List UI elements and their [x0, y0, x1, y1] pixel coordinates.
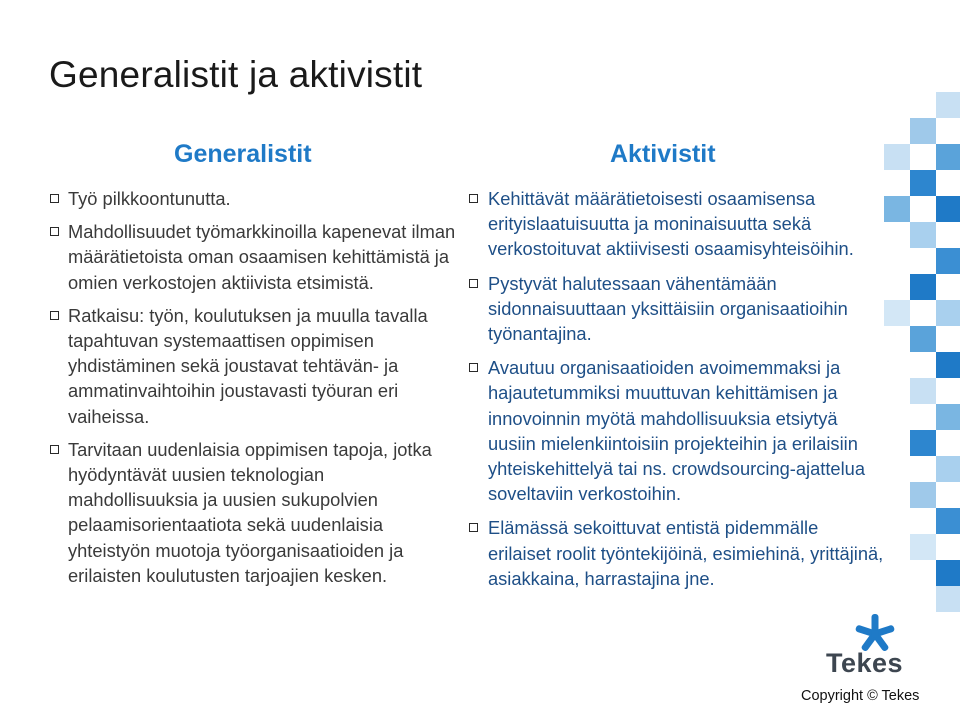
bullet-text: Ratkaisu: työn, koulutuksen ja muulla tavalla tapahtuvan systemaattisen oppimisen yhdistäminen sekä joustavat tehtävän- ja ammatinvaihtoihin joustavasti työuran eri vaiheissa.	[68, 304, 428, 427]
activists-heading: Aktivistit	[610, 140, 716, 168]
bullet-text: Kehittävät määrätietoisesti osaamisensa erityislaatuisuutta ja moninaisuutta sekä verkostoituvat aktiivisesti osaamisyhteisöihin.	[488, 188, 854, 260]
square-bullet-icon	[50, 227, 59, 236]
bullet-text: Elämässä sekoittuvat entistä pidemmälle erilaiset roolit työntekijöinä, esimiehinä, yrittäjinä, asiakkaina, harrastajina jne.	[488, 517, 884, 589]
square-bullet-icon	[50, 311, 59, 320]
bullet-item	[48, 219, 458, 295]
bullet-text: Avautuu organisaatioiden avoimemmaksi ja hajautetummiksi muuttuvan kehittämisen ja innovoinnin myötä mahdollisuuksia etsiytyä uusiin mielenkiintoisiin projekteihin ja erilaisiin yhteiskehittelyä tai ns. crowdsourcing-ajattelua soveltaviin verkostoihin.	[488, 357, 865, 505]
square-bullet-icon	[469, 194, 478, 203]
generalists-heading: Generalistit	[174, 140, 312, 168]
bullet-text: Pystyvät halutessaan vähentämään sidonnaisuuttaan yksittäisiin organisaatioihin työnantajina.	[488, 272, 848, 345]
bullet-text: Tarvitaan uudenlaisia oppimisen tapoja, jotka hyödyntävät uusien teknologian mahdollisuuksia ja uusien sukupolvien pelaamisorientaatiota sekä uudenlaisia yhteistyön muotoja työorganisaatioiden ja erilaisten koulutusten tarjoajien kesken.	[68, 438, 432, 586]
bullet-item	[48, 437, 458, 588]
square-bullet-icon	[469, 523, 478, 532]
square-bullet-icon	[50, 194, 59, 203]
activists-bullet-list	[466, 186, 886, 600]
bullet-text: Mahdollisuudet työmarkkinoilla kapenevat ilman määrätietoista oman osaamisen kehittämistä ja omien verkostojen aktiivista etsimistä.	[68, 221, 456, 293]
slide-title: Generalistit ja aktivistit	[49, 54, 423, 95]
square-bullet-icon	[50, 445, 59, 454]
square-bullet-icon	[469, 363, 478, 372]
copyright-notice: Copyright © Tekes	[801, 688, 920, 704]
bullet-item	[466, 271, 886, 347]
bullet-item	[48, 186, 458, 211]
bullet-item	[466, 355, 886, 506]
bullet-item	[466, 186, 886, 262]
generalists-bullet-list	[48, 186, 458, 596]
bullet-item	[48, 303, 458, 429]
square-bullet-icon	[469, 279, 478, 288]
bullet-item	[466, 515, 886, 591]
bullet-text: Työ pilkkoontunutta.	[68, 188, 231, 209]
tekes-logo-wordmark: Tekes	[826, 648, 904, 678]
